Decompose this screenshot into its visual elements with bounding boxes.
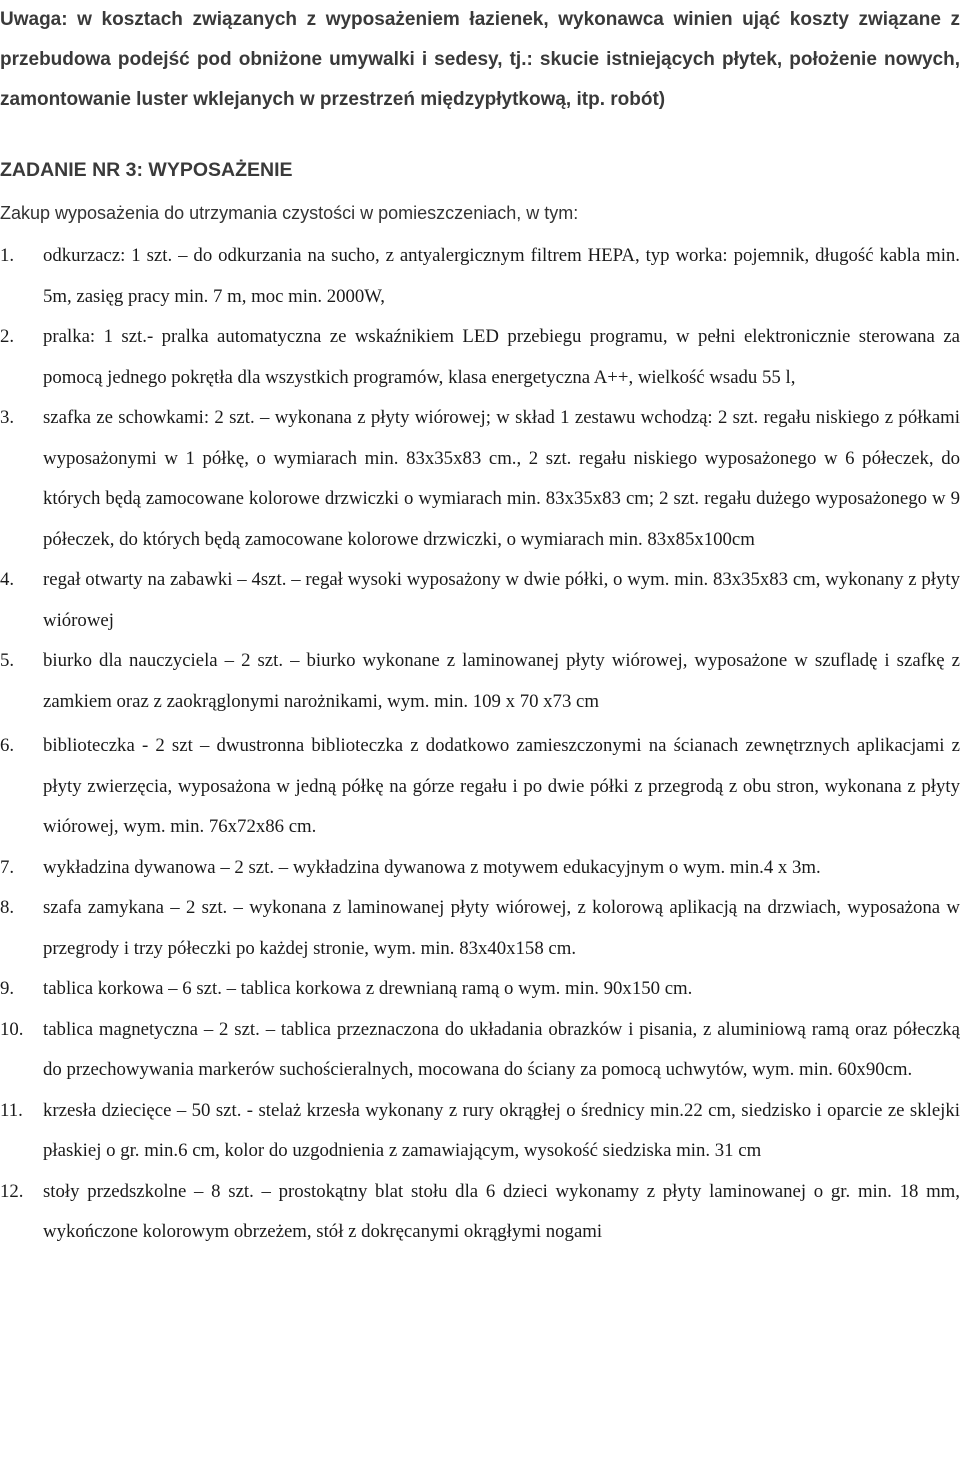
list-item: [0, 560, 960, 641]
item-text: krzesła dziecięce – 50 szt. - stelaż krzesła wykonany z rury okrągłej o średnicy min.22 cm, siedzisko i oparcie ze sklejki płaskiej o gr. min.6 cm, kolor do uzgodnienia z zamawiającym, wysokość siedziska min. 31 cm: [43, 1099, 960, 1161]
task-title: ZADANIE NR 3: WYPOSAŻENIE: [0, 159, 293, 181]
item-text: tablica korkowa – 6 szt. – tablica korkowa z drewnianą ramą o wym. min. 90x150 cm.: [43, 978, 693, 999]
item-text: wykładzina dywanowa – 2 szt. – wykładzina dywanowa z motywem edukacyjnym o wym. min.4 x 3m.: [43, 856, 821, 878]
warning-note: Uwaga: w kosztach związanych z wyposażeniem łazienek, wykonawca winien ująć koszty związane z przebudowa podejść pod obniżone umywalki i sedesy, tj.: skucie istniejących płytek, położenie nowych, zamontowanie luster wklejanych w przestrzeń międzypłytkową, itp. robót): [0, 9, 960, 110]
list-item: [0, 236, 960, 317]
item-number: 9.: [0, 978, 15, 999]
item-text: szafa zamykana – 2 szt. – wykonana z laminowanej płyty wiórowej, z kolorową aplikacją na drzwiach, wyposażona w przegrody i trzy półeczki po każdej stronie, wym. min. 83x40x158 cm.: [43, 897, 960, 959]
list-item: [0, 1091, 960, 1172]
list-item: [0, 641, 960, 722]
item-text: szafka ze schowkami: 2 szt. – wykonana z płyty wiórowej; w skład 1 zestawu wchodzą: 2 szt. regału niskiego z półkami wyposażonymi w 1 półkę, o wymiarach min. 83x35x83 cm., 2 szt. regału niskiego wyposażonego w 6 półeczek, do których będą zamocowane kolorowe drzwiczki o wymiarach min. 83x35x83 cm; 2 szt. regału dużego wyposażonego w 9 półeczek, do których będą zamocowane kolorowe drzwiczki, o wymiarach min. 83x85x100cm: [43, 407, 960, 550]
item-number: 10.: [0, 1018, 24, 1040]
item-number: 5.: [0, 650, 15, 671]
list-item: [0, 848, 960, 889]
item-text: pralka: 1 szt.- pralka automatyczna ze wskaźnikiem LED przebiegu programu, w pełni elektronicznie sterowana za pomocą jednego pokrętła dla wszystkich programów, klasa energetyczna A++, wielkość wsadu 55 l,: [43, 326, 960, 388]
item-number: 2.: [0, 326, 15, 347]
item-number: 11.: [0, 1099, 23, 1121]
list-item: [0, 726, 960, 848]
item-number: 8.: [0, 897, 15, 918]
item-number: 12.: [0, 1180, 24, 1202]
task-intro: Zakup wyposażenia do utrzymania czystości w pomieszczeniach, w tym:: [0, 203, 579, 223]
item-text: odkurzacz: 1 szt. – do odkurzania na sucho, z antyalergicznym filtrem HEPA, typ worka: pojemnik, długość kabla min. 5m, zasięg pracy min. 7 m, moc min. 2000W,: [43, 245, 960, 307]
item-text: biblioteczka - 2 szt – dwustronna biblioteczka z dodatkowo zamieszczonymi na ścianach zewnętrznych aplikacjami z płyty zwierzęcia, wyposażona w jedną półkę na górze regału i po dwie półki z przegrodą z obu stron, wykonana z płyty wiórowej, wym. min. 76x72x86 cm.: [43, 735, 960, 837]
item-number: 7.: [0, 856, 15, 878]
equipment-list: [0, 236, 960, 1253]
item-number: 1.: [0, 245, 15, 266]
item-text: tablica magnetyczna – 2 szt. – tablica przeznaczona do układania obrazków i pisania, z aluminiową ramą oraz półeczką do przechowywania markerów suchościeralnych, mocowana do ściany za pomocą uchwytów, wym. min. 60x90cm.: [43, 1018, 960, 1080]
list-item: [0, 1010, 960, 1091]
item-number: 4.: [0, 569, 15, 590]
item-text: biurko dla nauczyciela – 2 szt. – biurko wykonane z laminowanej płyty wiórowej, wyposażone w szufladę i szafkę z zamkiem oraz z zaokrąglonymi narożnikami, wym. min. 109 x 70 x73 cm: [43, 650, 960, 712]
list-item: [0, 969, 960, 1010]
item-number: 3.: [0, 407, 15, 428]
list-item: [0, 888, 960, 969]
list-item: [0, 1172, 960, 1253]
item-text: stoły przedszkolne – 8 szt. – prostokątny blat stołu dla 6 dzieci wykonamy z płyty laminowanej o gr. min. 18 mm, wykończone kolorowym obrzeżem, stół z dokręcanymi okrągłymi nogami: [43, 1180, 960, 1242]
list-item: [0, 317, 960, 398]
item-number: 6.: [0, 735, 15, 756]
item-text: regał otwarty na zabawki – 4szt. – regał wysoki wyposażony w dwie półki, o wym. min. 83x35x83 cm, wykonany z płyty wiórowej: [43, 569, 960, 631]
list-item: [0, 398, 960, 560]
